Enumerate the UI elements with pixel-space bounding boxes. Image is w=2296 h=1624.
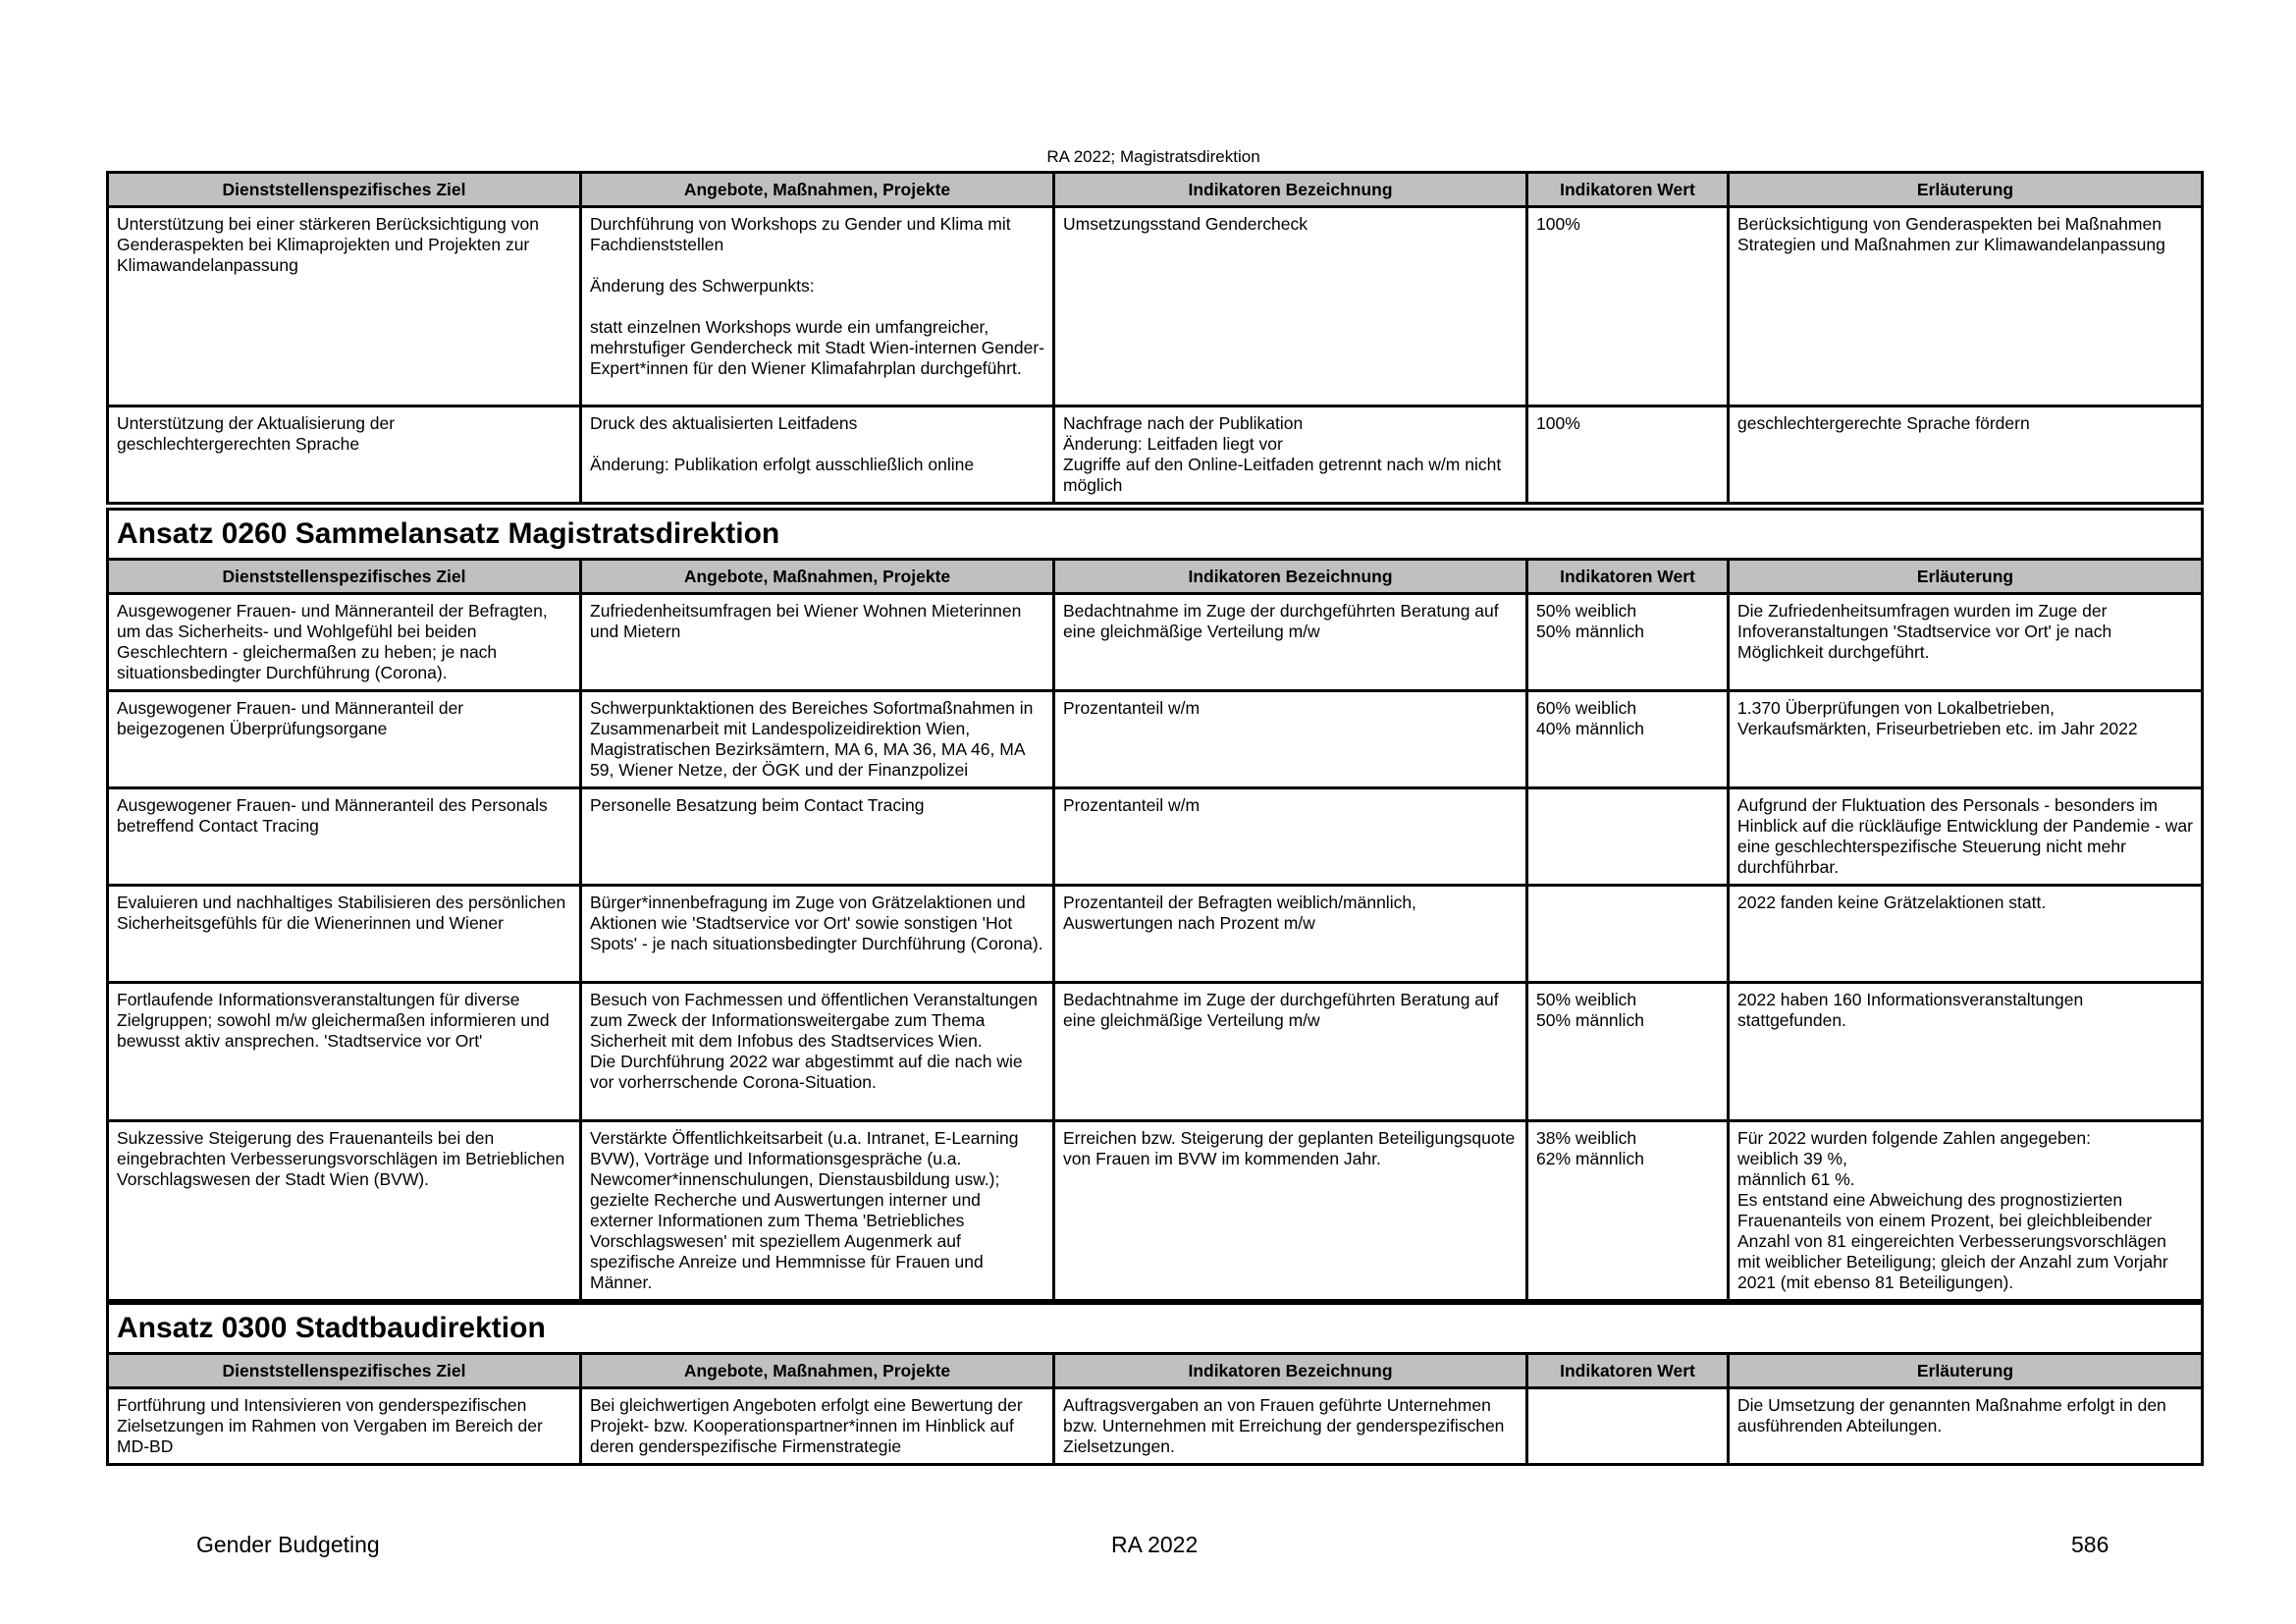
col-header-bezeichnung: Indikatoren Bezeichnung	[1054, 560, 1527, 594]
cell-bezeichnung: Prozentanteil der Befragten weiblich/männlich, Auswertungen nach Prozent m/w	[1054, 886, 1527, 983]
cell-bezeichnung: Prozentanteil w/m	[1054, 691, 1527, 788]
section-title-row	[108, 1304, 2203, 1354]
col-header-bezeichnung: Indikatoren Bezeichnung	[1054, 173, 1527, 207]
cell-angebote: Bei gleichwertigen Angeboten erfolgt eine Bewertung der Projekt- bzw. Kooperationspartner*innen im Hinblick auf deren genderspezifische Firmenstrategie	[581, 1388, 1054, 1465]
col-header-bezeichnung: Indikatoren Bezeichnung	[1054, 1354, 1527, 1388]
cell-erlaeuterung: Berücksichtigung von Genderaspekten bei Maßnahmen Strategien und Maßnahmen zur Klimawandelanpassung	[1729, 207, 2203, 406]
cell-ziel: Evaluieren und nachhaltiges Stabilisieren des persönlichen Sicherheitsgefühls für die Wienerinnen und Wiener	[108, 886, 581, 983]
col-header-angebote: Angebote, Maßnahmen, Projekte	[581, 1354, 1054, 1388]
col-header-wert: Indikatoren Wert	[1527, 1354, 1729, 1388]
cell-wert	[1527, 886, 1729, 983]
col-header-wert: Indikatoren Wert	[1527, 560, 1729, 594]
table-header-row	[108, 173, 2203, 207]
table-row	[108, 406, 2203, 504]
table-row	[108, 594, 2203, 691]
cell-angebote: Bürger*innenbefragung im Zuge von Grätzelaktionen und Aktionen wie 'Stadtservice vor Ort' sowie sonstigen 'Hot Spots' - je nach situationsbedingter Durchführung (Corona).	[581, 886, 1054, 983]
cell-bezeichnung: Auftragsvergaben an von Frauen geführte Unternehmen bzw. Unternehmen mit Erreichung der genderspezifischen Zielsetzungen.	[1054, 1388, 1527, 1465]
cell-ziel: Sukzessive Steigerung des Frauenanteils bei den eingebrachten Verbesserungsvorschlägen im Betrieblichen Vorschlagswesen der Stadt Wien (BVW).	[108, 1121, 581, 1301]
cell-ziel: Ausgewogener Frauen- und Männeranteil des Personals betreffend Contact Tracing	[108, 788, 581, 886]
page-number: 586	[2071, 1532, 2109, 1557]
cell-erlaeuterung: Die Zufriedenheitsumfragen wurden im Zuge der Infoveranstaltungen 'Stadtservice vor Ort' je nach Möglichkeit durchgeführt.	[1729, 594, 2203, 691]
cell-erlaeuterung: Die Umsetzung der genannten Maßnahme erfolgt in den ausführenden Abteilungen.	[1729, 1388, 2203, 1465]
cell-wert: 50% weiblich 50% männlich	[1527, 983, 1729, 1121]
table-ansatz-0260	[106, 508, 2204, 1302]
section-title: Ansatz 0300 Stadtbaudirektion	[108, 1304, 2203, 1354]
cell-ziel: Unterstützung bei einer stärkeren Berücksichtigung von Genderaspekten bei Klimaprojekten und Projekten zur Klimawandelanpassung	[108, 207, 581, 406]
table-ansatz-0300	[106, 1302, 2204, 1466]
table-row	[108, 983, 2203, 1121]
table-header-row	[108, 1354, 2203, 1388]
cell-erlaeuterung: geschlechtergerechte Sprache fördern	[1729, 406, 2203, 504]
cell-ziel: Fortlaufende Informationsveranstaltungen für diverse Zielgruppen; sowohl m/w gleichermaßen informieren und bewusst aktiv ansprechen. 'Stadtservice vor Ort'	[108, 983, 581, 1121]
cell-wert: 38% weiblich 62% männlich	[1527, 1121, 1729, 1301]
section-title: Ansatz 0260 Sammelansatz Magistratsdirektion	[108, 510, 2203, 560]
col-header-wert: Indikatoren Wert	[1527, 173, 1729, 207]
col-header-erlaeuterung: Erläuterung	[1729, 173, 2203, 207]
cell-wert: 100%	[1527, 207, 1729, 406]
cell-ziel: Fortführung und Intensivieren von genderspezifischen Zielsetzungen im Rahmen von Vergaben im Bereich der MD-BD	[108, 1388, 581, 1465]
col-header-ziel: Dienststellenspezifisches Ziel	[108, 1354, 581, 1388]
cell-angebote: Personelle Besatzung beim Contact Tracing	[581, 788, 1054, 886]
cell-bezeichnung: Umsetzungsstand Gendercheck	[1054, 207, 1527, 406]
footer-title: Gender Budgeting	[196, 1532, 380, 1557]
cell-bezeichnung: Prozentanteil w/m	[1054, 788, 1527, 886]
table-header-row	[108, 560, 2203, 594]
col-header-ziel: Dienststellenspezifisches Ziel	[108, 560, 581, 594]
table-row	[108, 1388, 2203, 1465]
table-row	[108, 1121, 2203, 1301]
cell-erlaeuterung: 1.370 Überprüfungen von Lokalbetrieben, Verkaufsmärkten, Friseurbetrieben etc. im Jahr 2022	[1729, 691, 2203, 788]
cell-angebote: Zufriedenheitsumfragen bei Wiener Wohnen Mieterinnen und Mietern	[581, 594, 1054, 691]
cell-bezeichnung: Erreichen bzw. Steigerung der geplanten Beteiligungsquote von Frauen im BVW im kommenden Jahr.	[1054, 1121, 1527, 1301]
table-row	[108, 691, 2203, 788]
section-title-row	[108, 510, 2203, 560]
cell-bezeichnung: Nachfrage nach der Publikation Änderung: Leitfaden liegt vor Zugriffe auf den Online-Leitfaden getrennt nach w/m nicht möglich	[1054, 406, 1527, 504]
cell-ziel: Unterstützung der Aktualisierung der geschlechtergerechten Sprache	[108, 406, 581, 504]
cell-wert	[1527, 1388, 1729, 1465]
cell-wert: 100%	[1527, 406, 1729, 504]
cell-angebote: Durchführung von Workshops zu Gender und Klima mit Fachdienststellen Änderung des Schwerpunkts: statt einzelnen Workshops wurde ein umfangreicher, mehrstufiger Gendercheck mit Stadt Wien-internen Gender-Expert*innen für den Wiener Klimafahrplan durchgeführt.	[581, 207, 1054, 406]
cell-angebote: Druck des aktualisierten Leitfadens Änderung: Publikation erfolgt ausschließlich online	[581, 406, 1054, 504]
footer-report: RA 2022	[1111, 1532, 1199, 1557]
cell-angebote: Besuch von Fachmessen und öffentlichen Veranstaltungen zum Zweck der Informationsweitergabe zum Thema Sicherheit mit dem Infobus des Stadtservices Wien. Die Durchführung 2022 war abgestimmt auf die nach wie vor vorherrschende Corona-Situation.	[581, 983, 1054, 1121]
cell-bezeichnung: Bedachtnahme im Zuge der durchgeführten Beratung auf eine gleichmäßige Verteilung m/w	[1054, 983, 1527, 1121]
col-header-angebote: Angebote, Maßnahmen, Projekte	[581, 560, 1054, 594]
col-header-angebote: Angebote, Maßnahmen, Projekte	[581, 173, 1054, 207]
cell-erlaeuterung: Aufgrund der Fluktuation des Personals - besonders im Hinblick auf die rückläufige Entwicklung der Pandemie - war eine geschlechterspezifische Steuerung nicht mehr durchführbar.	[1729, 788, 2203, 886]
cell-erlaeuterung: 2022 haben 160 Informationsveranstaltungen stattgefunden.	[1729, 983, 2203, 1121]
cell-wert: 60% weiblich 40% männlich	[1527, 691, 1729, 788]
cell-wert	[1527, 788, 1729, 886]
table-row	[108, 886, 2203, 983]
col-header-erlaeuterung: Erläuterung	[1729, 1354, 2203, 1388]
cell-erlaeuterung: 2022 fanden keine Grätzelaktionen statt.	[1729, 886, 2203, 983]
cell-angebote: Verstärkte Öffentlichkeitsarbeit (u.a. Intranet, E-Learning BVW), Vorträge und Informationsgespräche (u.a. Newcomer*innenschulungen, Dienstausbildung usw.); gezielte Recherche und Auswertungen interner und externer Informationen zum Thema 'Betriebliches Vorschlagswesen' mit speziellem Augenmerk auf spezifische Anreize und Hemmnisse für Frauen und Männer.	[581, 1121, 1054, 1301]
table-row	[108, 788, 2203, 886]
table-row	[108, 207, 2203, 406]
table-magistratsdirektion	[106, 171, 2204, 505]
col-header-erlaeuterung: Erläuterung	[1729, 560, 2203, 594]
cell-ziel: Ausgewogener Frauen- und Männeranteil der Befragten, um das Sicherheits- und Wohlgefühl bei beiden Geschlechtern - gleichermaßen zu heben; je nach situationsbedingter Durchführung (Corona).	[108, 594, 581, 691]
col-header-ziel: Dienststellenspezifisches Ziel	[108, 173, 581, 207]
cell-bezeichnung: Bedachtnahme im Zuge der durchgeführten Beratung auf eine gleichmäßige Verteilung m/w	[1054, 594, 1527, 691]
cell-erlaeuterung: Für 2022 wurden folgende Zahlen angegeben: weiblich 39 %, männlich 61 %. Es entstand eine Abweichung des prognostizierten Frauenanteils von einem Prozent, bei gleichbleibender Anzahl von 81 eingereichten Verbesserungsvorschlägen mit weiblicher Beteiligung; gleich der Anzahl zum Vorjahr 2021 (mit ebenso 81 Beteiligungen).	[1729, 1121, 2203, 1301]
cell-wert: 50% weiblich 50% männlich	[1527, 594, 1729, 691]
cell-angebote: Schwerpunktaktionen des Bereiches Sofortmaßnahmen in Zusammenarbeit mit Landespolizeidirektion Wien, Magistratischen Bezirksämtern, MA 6, MA 36, MA 46, MA 59, Wiener Netze, der ÖGK und der Finanzpolizei	[581, 691, 1054, 788]
cell-ziel: Ausgewogener Frauen- und Männeranteil der beigezogenen Überprüfungsorgane	[108, 691, 581, 788]
page-header: RA 2022; Magistratsdirektion	[1046, 147, 1260, 166]
